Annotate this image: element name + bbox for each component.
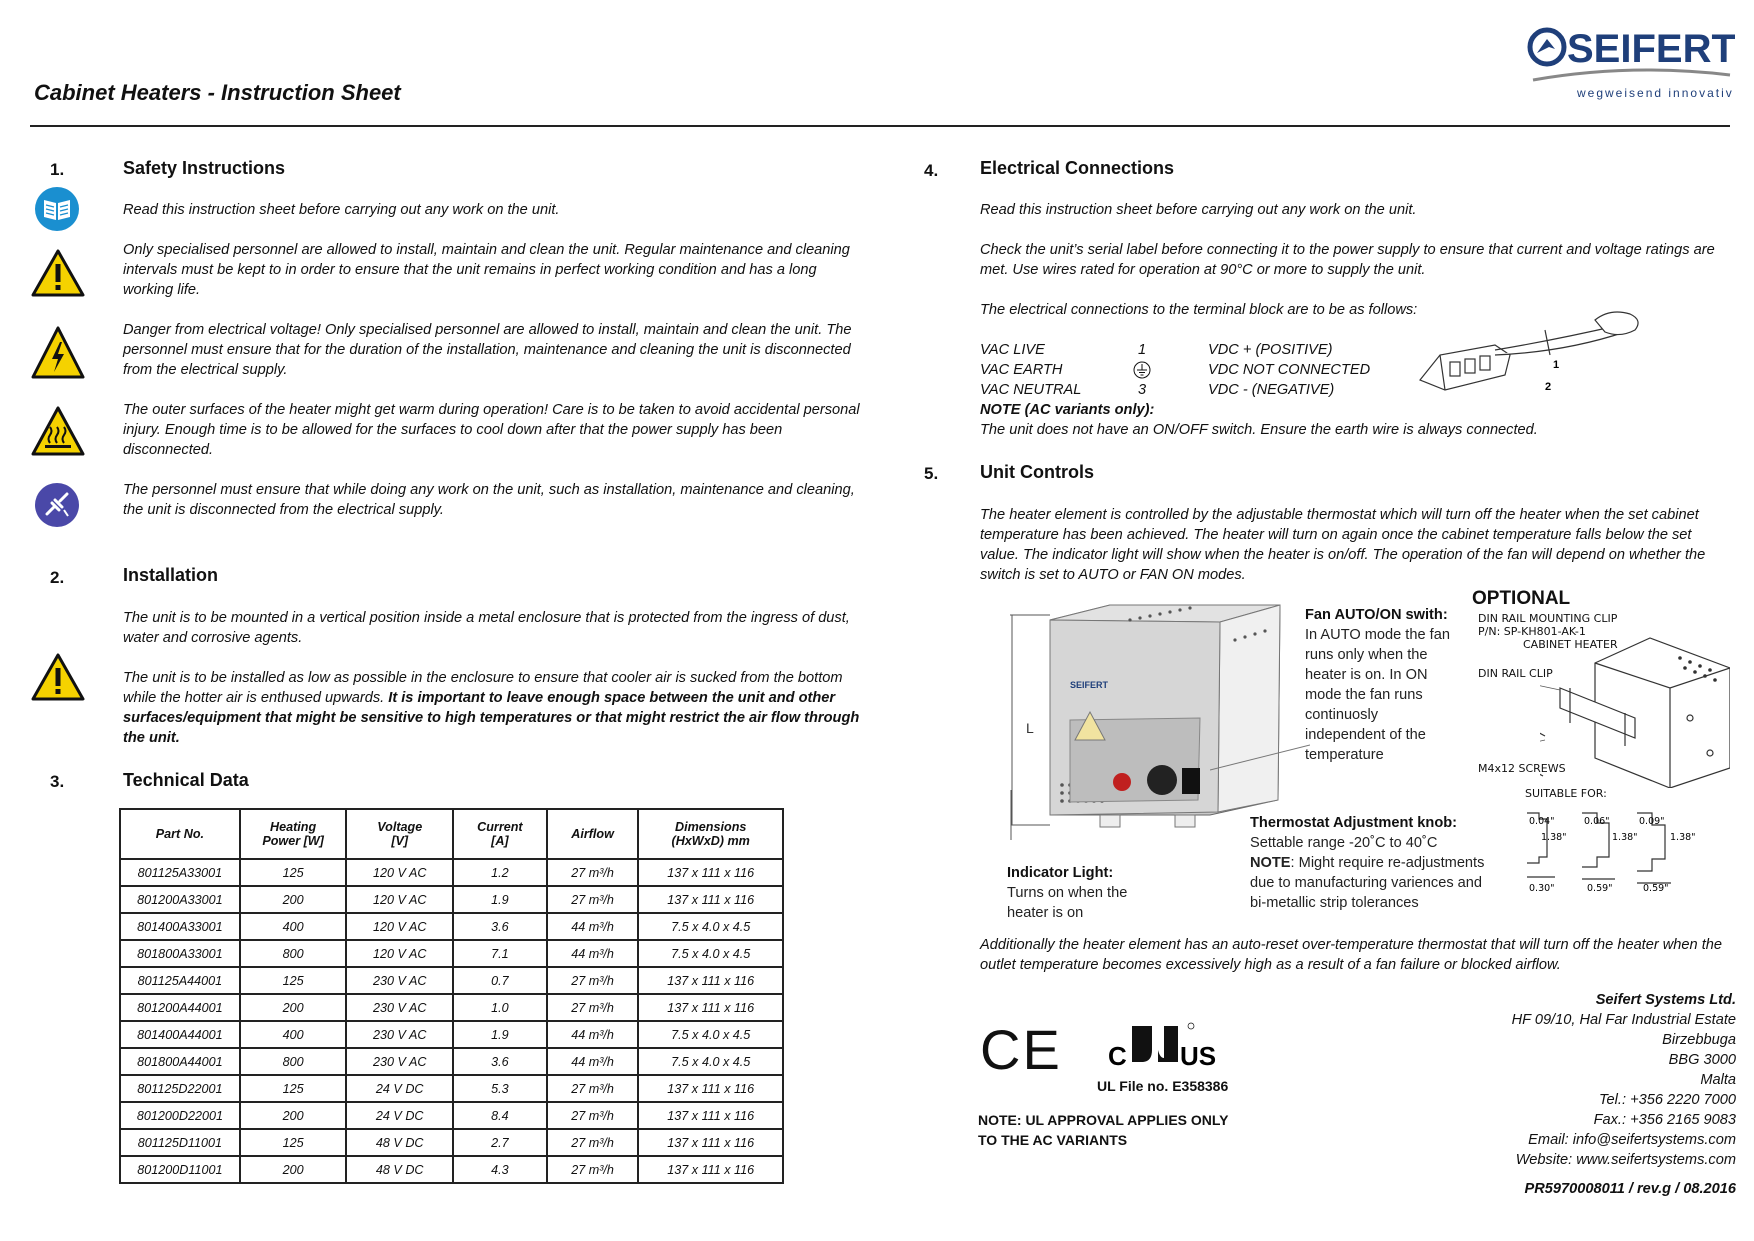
read-manual-icon: [34, 186, 80, 237]
address-line-3: BBG 3000: [1668, 1052, 1736, 1068]
terminal-pin-numbers: [1132, 340, 1152, 400]
thermostat-range: Settable range -20˚C to 40˚C: [1250, 835, 1438, 851]
header-divider: [30, 125, 1730, 127]
indicator-light-text: Turns on when the heater is on: [1007, 885, 1128, 921]
rail-1-height: 1.38": [1541, 832, 1567, 843]
optional-title: OPTIONAL: [1472, 588, 1571, 609]
ce-mark-icon: CE: [980, 1018, 1062, 1081]
cell-part-no: 801800A33001: [120, 940, 240, 967]
s5-paragraph-1: The heater element is controlled by the adjustable thermostat which will turn off the heater when the set cabinet temperature has been achieved. The heater will turn on again once the cabinet temperature falls below the set value. The indicator light will show when the heater is on/off. The operation of the fan will depend on whether the switch is set to AUTO or FAN ON modes.: [980, 507, 1706, 583]
cell-current: 0.7: [453, 967, 547, 994]
indicator-light-callout: [1007, 863, 1147, 923]
s1-paragraph-2: Only specialised personnel are allowed to install, maintain and clean the unit. Regular maintenance and cleaning intervals must be kept to in order to ensure that the unit remains in perfect working condition and has a long working life.: [123, 242, 850, 298]
cell-dimensions: 137 x 111 x 116: [638, 1156, 783, 1183]
thermostat-title: Thermostat Adjustment knob:: [1250, 815, 1458, 831]
table-row: [120, 886, 783, 913]
col-header-voltage: Voltage [V]: [346, 809, 453, 859]
indicator-light-title: Indicator Light:: [1007, 865, 1114, 881]
terminal-dc-negative: VDC - (NEGATIVE): [1208, 382, 1335, 398]
cell-heating-power: 200: [240, 1102, 347, 1129]
cell-current: 3.6: [453, 1048, 547, 1075]
col-header-part-no: Part No.: [120, 809, 240, 859]
rail-1-thickness: 0.04": [1529, 816, 1555, 827]
cell-part-no: 801400A44001: [120, 1021, 240, 1048]
s1-paragraph-5: The personnel must ensure that while doing any work on the unit, such as installation, maintenance and cleaning, the unit is disconnected from the electrical supply.: [123, 482, 855, 518]
logo-tagline: wegweisend innovativ: [1577, 86, 1734, 100]
cell-part-no: 801800A44001: [120, 1048, 240, 1075]
cell-heating-power: 800: [240, 940, 347, 967]
cell-heating-power: 125: [240, 1129, 347, 1156]
terminal-block-diagram: [1415, 310, 1645, 415]
s4-paragraph-2: Check the unit’s serial label before connecting it to the power supply to ensure that current and voltage ratings are met. Use wires rated for operation at 90°C or more to supply the unit.: [980, 242, 1715, 278]
col-header-airflow: Airflow: [547, 809, 639, 859]
document-reference: PR5970008011 / rev.g / 08.2016: [1524, 1181, 1736, 1197]
cell-airflow: 27 m³/h: [547, 1102, 639, 1129]
s4-paragraph-1: Read this instruction sheet before carrying out any work on the unit.: [980, 202, 1417, 218]
logo-brand-text: SEIFERT: [1567, 27, 1735, 71]
terminal-ac-labels: [980, 340, 1081, 400]
cell-current: 4.3: [453, 1156, 547, 1183]
fax: Fax.: +356 2165 9083: [1593, 1112, 1736, 1128]
rail-2-height: 1.38": [1612, 832, 1638, 843]
rail-2-thickness: 0.06": [1584, 816, 1610, 827]
cell-voltage: 120 V AC: [346, 886, 453, 913]
cell-airflow: 44 m³/h: [547, 913, 639, 940]
dimension-label-l: L: [1026, 720, 1034, 736]
cell-airflow: 27 m³/h: [547, 994, 639, 1021]
cell-airflow: 44 m³/h: [547, 1021, 639, 1048]
terminal-pin-3: 3: [1137, 382, 1147, 398]
cell-current: 8.4: [453, 1102, 547, 1129]
cell-current: 1.9: [453, 1021, 547, 1048]
cell-part-no: 801125D22001: [120, 1075, 240, 1102]
s2-important-note: It is important to leave enough space between the unit and other surfaces/equipment that might be sensitive to high temperatures or that might restrict the air flow through the unit.: [123, 690, 860, 746]
fan-switch-text: In AUTO mode the fan runs only when the heater is on. In ON mode the fan runs continuosly independent of the temperature: [1305, 627, 1450, 763]
diagram-label-2: 2: [1545, 381, 1552, 393]
cell-voltage: 24 V DC: [346, 1075, 453, 1102]
heater-brand-label: SEIFERT: [1070, 680, 1109, 690]
hot-surface-icon: [30, 405, 86, 462]
ul-approval-note: NOTE: UL APPROVAL APPLIES ONLY TO THE AC VARIANTS: [978, 1112, 1229, 1148]
s1-paragraph-4: The outer surfaces of the heater might get warm during operation! Care is to be taken to avoid accidental personal injury. Enough time is to be allowed for the surfaces to cool down after that the power supply has been disconnected.: [123, 402, 860, 458]
cell-part-no: 801125D11001: [120, 1129, 240, 1156]
section-2-title: Installation: [123, 565, 219, 585]
cell-dimensions: 137 x 111 x 116: [638, 886, 783, 913]
cell-dimensions: 7.5 x 4.0 x 4.5: [638, 913, 783, 940]
cell-airflow: 27 m³/h: [547, 1156, 639, 1183]
cell-airflow: 27 m³/h: [547, 1129, 639, 1156]
thermostat-callout: [1250, 813, 1490, 913]
cell-dimensions: 137 x 111 x 116: [638, 1075, 783, 1102]
company-name: Seifert Systems Ltd.: [1595, 992, 1736, 1008]
table-row: [120, 1156, 783, 1183]
cell-voltage: 24 V DC: [346, 1102, 453, 1129]
table-header-row: [120, 809, 783, 859]
ul-file-number: UL File no. E358386: [1097, 1078, 1229, 1094]
col-header-heating-power: Heating Power [W]: [240, 809, 347, 859]
din-rail-clip-name: DIN RAIL MOUNTING CLIP: [1478, 612, 1618, 625]
section-3-number: 3.: [50, 772, 65, 791]
cell-part-no: 801200D11001: [120, 1156, 240, 1183]
cell-part-no: 801200D22001: [120, 1102, 240, 1129]
warning-icon: [30, 248, 86, 303]
cell-airflow: 44 m³/h: [547, 1048, 639, 1075]
cell-heating-power: 400: [240, 1021, 347, 1048]
section-4-number: 4.: [924, 161, 939, 180]
section-4-title: Electrical Connections: [980, 158, 1175, 178]
cell-heating-power: 200: [240, 994, 347, 1021]
m4-screws-label: M4x12 SCREWS: [1478, 762, 1566, 775]
section-1-title: Safety Instructions: [123, 158, 286, 178]
ul-mark-icon: [1108, 1020, 1228, 1077]
address-line-2: Birzebbuga: [1662, 1032, 1736, 1048]
cell-heating-power: 125: [240, 967, 347, 994]
s2-paragraph-2: The unit is to be installed as low as possible in the enclosure to ensure that cooler air is sucked from the bottom while the hotter air is enthused upwards. It is important to leave enough space between the unit and other surfaces/equipment that might be sensitive to high temperatures or that might restrict the air flow through the unit.: [123, 670, 860, 746]
seifert-logo: [1525, 25, 1735, 105]
cell-heating-power: 125: [240, 859, 347, 886]
telephone: Tel.: +356 2220 7000: [1598, 1092, 1736, 1108]
cell-voltage: 230 V AC: [346, 1048, 453, 1075]
section-1-number: 1.: [50, 160, 65, 179]
cell-voltage: 48 V DC: [346, 1156, 453, 1183]
cell-dimensions: 137 x 111 x 116: [638, 967, 783, 994]
cell-part-no: 801125A44001: [120, 967, 240, 994]
din-rail-part-number: P/N: SP-KH801-AK-1: [1478, 625, 1586, 638]
cell-part-no: 801200A33001: [120, 886, 240, 913]
cell-current: 1.2: [453, 859, 547, 886]
electrical-hazard-icon: [30, 325, 86, 385]
cell-voltage: 48 V DC: [346, 1129, 453, 1156]
rail-2-width: 0.59": [1587, 883, 1613, 892]
cell-part-no: 801400A33001: [120, 913, 240, 940]
cell-airflow: 27 m³/h: [547, 967, 639, 994]
cell-voltage: 120 V AC: [346, 913, 453, 940]
cell-part-no: 801200A44001: [120, 994, 240, 1021]
terminal-ac-earth: VAC EARTH: [980, 362, 1063, 378]
cell-dimensions: 7.5 x 4.0 x 4.5: [638, 1021, 783, 1048]
s4-note-text: The unit does not have an ON/OFF switch. Ensure the earth wire is always connected.: [980, 422, 1538, 438]
section-5-title: Unit Controls: [980, 462, 1094, 482]
section-5-number: 5.: [924, 464, 939, 483]
cell-dimensions: 137 x 111 x 116: [638, 1129, 783, 1156]
table-row: [120, 1048, 783, 1075]
cell-dimensions: 7.5 x 4.0 x 4.5: [638, 1048, 783, 1075]
terminal-ac-neutral: VAC NEUTRAL: [980, 382, 1082, 398]
disconnect-supply-icon: [34, 482, 80, 533]
din-rail-profiles: [1525, 807, 1735, 897]
cell-current: 1.0: [453, 994, 547, 1021]
rail-3-height: 1.38": [1670, 832, 1696, 843]
address-line-1: HF 09/10, Hal Far Industrial Estate: [1511, 1012, 1736, 1028]
cell-heating-power: 200: [240, 886, 347, 913]
cell-voltage: 230 V AC: [346, 1021, 453, 1048]
thermostat-note-label: NOTE: [1250, 855, 1291, 871]
rail-3-width: 0.59": [1643, 883, 1669, 892]
address-line-4: Malta: [1700, 1072, 1736, 1088]
document-title: Cabinet Heaters - Instruction Sheet: [34, 80, 401, 105]
table-row: [120, 967, 783, 994]
table-row: [120, 1102, 783, 1129]
cell-airflow: 44 m³/h: [547, 940, 639, 967]
cell-current: 2.7: [453, 1129, 547, 1156]
din-rail-clip-diagram: [1540, 628, 1730, 793]
cell-current: 5.3: [453, 1075, 547, 1102]
s4-paragraph-3: The electrical connections to the terminal block are to be as follows:: [980, 302, 1418, 318]
s1-paragraph-1: Read this instruction sheet before carrying out any work on the unit.: [123, 202, 560, 218]
table-row: [120, 994, 783, 1021]
cell-dimensions: 137 x 111 x 116: [638, 1102, 783, 1129]
s5-paragraph-2: Additionally the heater element has an auto-reset over-temperature thermostat that will turn off the heater when the outlet temperature becomes excessively high as a result of a fan failure or blocked airflow.: [980, 937, 1723, 973]
cell-current: 1.9: [453, 886, 547, 913]
fan-switch-pointer-line: [1210, 700, 1310, 825]
fan-switch-callout: [1305, 605, 1455, 765]
terminal-ac-live: VAC LIVE: [980, 342, 1045, 358]
terminal-dc-labels: [1208, 340, 1370, 400]
cell-dimensions: 137 x 111 x 116: [638, 859, 783, 886]
cell-heating-power: 125: [240, 1075, 347, 1102]
website: Website: www.seifertsystems.com: [1515, 1152, 1736, 1168]
cell-airflow: 27 m³/h: [547, 859, 639, 886]
terminal-dc-positive: VDC + (POSITIVE): [1208, 342, 1333, 358]
cell-dimensions: 137 x 111 x 116: [638, 994, 783, 1021]
email: Email: info@seifertsystems.com: [1528, 1132, 1736, 1148]
cell-voltage: 120 V AC: [346, 940, 453, 967]
table-row: [120, 913, 783, 940]
terminal-dc-earth: VDC NOT CONNECTED: [1208, 362, 1371, 378]
table-row: [120, 1021, 783, 1048]
company-address-block: [1512, 990, 1736, 1199]
cell-voltage: 120 V AC: [346, 859, 453, 886]
warning-icon: [30, 652, 86, 707]
table-row: [120, 1075, 783, 1102]
section-3-title: Technical Data: [123, 770, 249, 790]
cell-airflow: 27 m³/h: [547, 1075, 639, 1102]
cell-part-no: 801125A33001: [120, 859, 240, 886]
rail-1-width: 0.30": [1529, 883, 1555, 892]
s4-note-title: NOTE (AC variants only):: [980, 402, 1155, 418]
cell-heating-power: 400: [240, 913, 347, 940]
col-header-current: Current [A]: [453, 809, 547, 859]
ul-us-text: US: [1180, 1041, 1217, 1071]
table-row: [120, 1129, 783, 1156]
section-2-number: 2.: [50, 568, 65, 587]
cell-airflow: 27 m³/h: [547, 886, 639, 913]
cell-current: 7.1: [453, 940, 547, 967]
cell-dimensions: 7.5 x 4.0 x 4.5: [638, 940, 783, 967]
ul-c-text: C: [1108, 1041, 1127, 1071]
cell-heating-power: 800: [240, 1048, 347, 1075]
din-rail-clip-label: DIN RAIL CLIP: [1478, 667, 1553, 680]
cell-voltage: 230 V AC: [346, 967, 453, 994]
cell-heating-power: 200: [240, 1156, 347, 1183]
cabinet-heater-label: CABINET HEATER: [1523, 638, 1618, 651]
cell-current: 3.6: [453, 913, 547, 940]
col-header-dimensions: Dimensions (HxWxD) mm: [638, 809, 783, 859]
thermostat-note-text: : Might require re-adjustments due to manufacturing variences and bi-metallic strip tolerances: [1250, 855, 1485, 911]
earth-symbol-icon: [1132, 360, 1152, 380]
s2-paragraph-1: The unit is to be mounted in a vertical position inside a metal enclosure that is protected from the ingress of dust, water and corrosive agents.: [123, 610, 850, 646]
rail-3-thickness: 0.09": [1639, 816, 1665, 827]
terminal-pin-1: 1: [1137, 342, 1147, 358]
suitable-for-label: SUITABLE FOR:: [1525, 787, 1607, 800]
table-row: [120, 940, 783, 967]
cell-voltage: 230 V AC: [346, 994, 453, 1021]
fan-switch-title: Fan AUTO/ON swith:: [1305, 607, 1448, 623]
s1-paragraph-3: Danger from electrical voltage! Only specialised personnel are allowed to install, maintain and clean the unit. The personnel must ensure that for the duration of the installation, maintenance and cleaning the unit is disconnected from the electrical supply.: [123, 322, 852, 378]
technical-data-table: [119, 808, 784, 1184]
table-row: [120, 859, 783, 886]
diagram-label-1: 1: [1553, 359, 1560, 371]
